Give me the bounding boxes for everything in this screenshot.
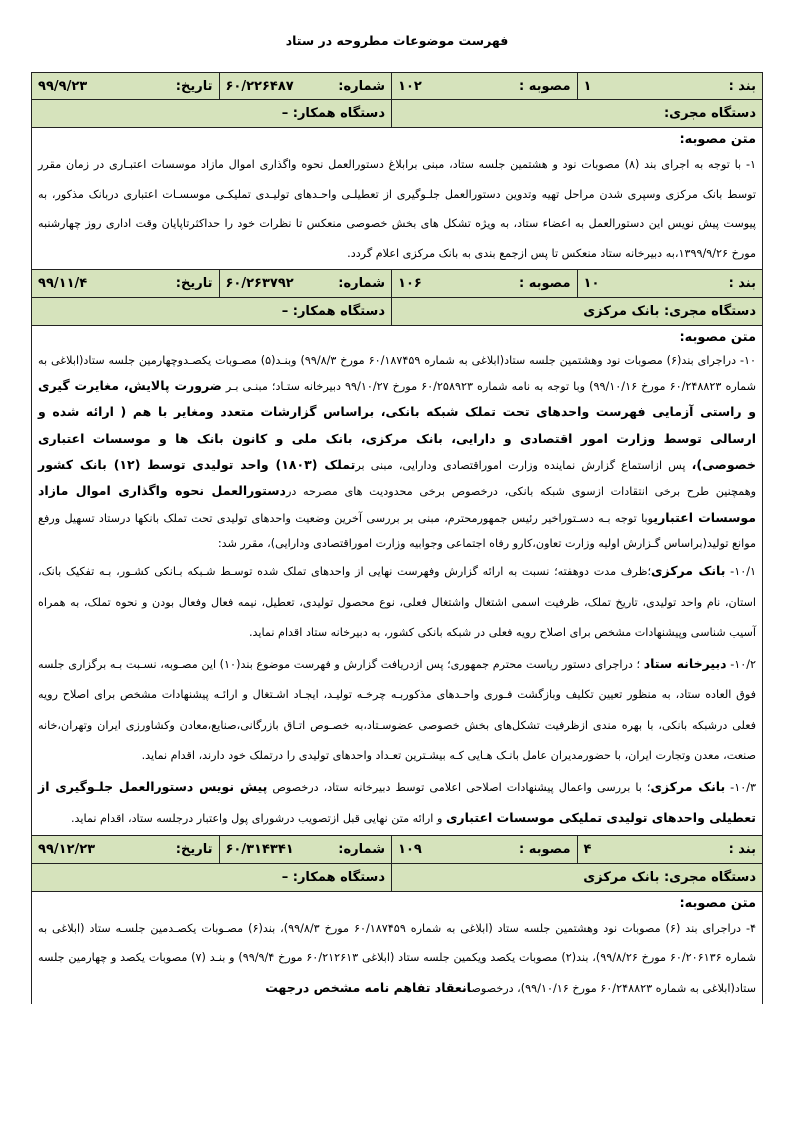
band-value: ۴ <box>583 841 592 857</box>
resolution-text <box>38 348 756 835</box>
text-run: پس ازاستماع گزارش نماینده وزارت اموراقتصادی ودارایی، مبنی بر <box>355 459 692 472</box>
text-run: ؛ با بررسی واعمال پیشنهادات اصلاحی اعلامی توسط دبیرخانه ستاد، درخصوص <box>267 780 651 794</box>
mosavabe-label: مصوبه : <box>519 78 571 94</box>
resolution-text-heading: متن مصوبه: <box>679 895 756 911</box>
shomare-cell <box>220 270 393 297</box>
executor-cell <box>392 100 762 127</box>
bold-run: بانک مرکزی <box>650 778 726 794</box>
mosavabe-cell <box>392 836 577 863</box>
item-executor-row <box>31 100 763 128</box>
page-title: فهرست موضوعات مطروحه در ستاد <box>285 33 509 48</box>
resolution-paragraph <box>38 348 756 556</box>
bold-run: دبیرخانه ستاد <box>643 655 727 671</box>
bold-run: دستورالعمل نحوه واگذاری اموال مازاد موسسات اعتباری <box>38 483 756 525</box>
executor-cell <box>392 298 762 325</box>
resolution-text <box>38 150 756 269</box>
item-body <box>31 892 763 1004</box>
band-label: بند : <box>728 275 756 291</box>
item-header-row <box>31 72 763 100</box>
item-body <box>31 128 763 270</box>
tarikh-cell <box>32 836 219 863</box>
item-header-row <box>31 836 763 864</box>
resolution-text-heading: متن مصوبه: <box>679 329 756 345</box>
resolution-paragraph <box>38 772 756 835</box>
text-run: ۱۰/۳- <box>725 780 757 794</box>
mosavabe-cell <box>392 73 577 99</box>
resolution-text <box>38 914 756 1004</box>
resolution-paragraph <box>38 556 756 649</box>
mosavabe-value: ۱۰۲ <box>398 78 422 94</box>
bold-run: پیش نویس دستورالعمل جلـوگیری از تعطیلی واحدهای تولیدی تملیکی موسسات اعتباری <box>38 778 756 826</box>
resolution-text-heading: متن مصوبه: <box>679 132 756 147</box>
executor-label: دستگاه مجری: <box>663 869 756 885</box>
shomare-value: ۶۰/۲۶۳۷۹۲ <box>225 275 294 291</box>
executor-label: دستگاه مجری: <box>663 106 756 121</box>
mosavabe-label: مصوبه : <box>519 841 571 857</box>
text-run: ؛ دراجرای دستور ریاست محترم جمهوری؛ پس ازدریافت گزارش و فهرست موضوع بند(۱۰) این مصـوبه، نسـبت بـه برگزاری جلسه فوق العاده ستاد، به منظور تعیین تکلیف وبازگشت فـوری واحـدهای مذکوربـه چرخـه تولیـد، ایجـاد اشـتغال و ارائـه پیشنهادات مشخص برای اصلاح رویه فعلی درشبکه بانکی، با بهره مندی ازظرفیت تشکل‌های بخش خصوصی عضوسـتاد،به خصـوص اتـاق بازرگانی،صنایع،معادن وکشاورزی ایران وتهران،خانه صنعت، معدن وتجارت ایران، با حضورمدیران عامل بانـک هـایی کـه بیشـترین تعـداد واحدهای تولیدی را درتملک خود دارند، اقدام نماید. <box>38 657 756 763</box>
item-executor-row <box>31 298 763 326</box>
executor-value: بانک مرکزی <box>583 869 660 885</box>
band-value: ۱۰ <box>583 275 600 291</box>
executor-value: بانک مرکزی <box>583 303 660 319</box>
mosavabe-value: ۱۰۶ <box>398 275 422 291</box>
band-cell <box>578 73 762 99</box>
shomare-label: شماره: <box>338 78 386 94</box>
partner-label: دستگاه همکار: – <box>281 869 386 885</box>
mosavabe-label: مصوبه : <box>519 275 571 291</box>
shomare-value: ۶۰/۲۲۶۴۸۷ <box>225 78 294 94</box>
resolutions-table <box>31 72 763 1004</box>
resolution-paragraph <box>38 649 756 772</box>
text-run: ۱۰/۲- <box>726 657 757 671</box>
mosavabe-value: ۱۰۹ <box>398 841 422 857</box>
shomare-value: ۶۰/۳۱۴۳۴۱ <box>225 841 294 857</box>
band-label: بند : <box>728 78 756 94</box>
partner-cell <box>32 864 392 891</box>
band-cell <box>578 836 762 863</box>
bold-run: ضرورت پالایش، مغایرت گیری و راستی آزمایی فهرست واحدهای تحت تملک شبکه بانکی، براساس گزارشات متعدد ومغایر با هم ( ارائه شده و ارسالی توسط وزارت امور اقتصادی و دارایی، بانک مرکزی، بانک ملی و کانون بانک ها و موسسات اعتباری خصوصی)، <box>38 378 757 472</box>
text-run: ۴- دراجرای بند (۶) مصوبات نود وهشتمین جلسه ستاد (ابلاغی به شماره ۶۰/۱۸۷۴۵۹ مورخ ۹۹/۸/۳)، بند(۶) مصـوبات یکصـدمین جلسـه ستاد (ابلاغی به شماره ۶۰/۲۰۶۱۳۶ مورخ ۹۹/۸/۲۶)، بند(۲) مصوبات یکصد ویکمین جلسه ستاد (ابلاغی ۶۰/۲۱۲۶۱۳ مورخ ۹۹/۹/۴) و بنـد (۷) مصوبات یکصد و چهارمین جلسه ستاد(ابلاغی به شماره ۶۰/۲۴۸۸۲۳ مورخ ۹۹/۱۰/۱۶)، درخصوص <box>38 921 756 996</box>
item-header-row <box>31 270 763 298</box>
band-cell <box>578 270 762 297</box>
tarikh-label: تاریخ: <box>175 275 213 291</box>
partner-label: دستگاه همکار: – <box>281 303 386 319</box>
item-executor-row <box>31 864 763 892</box>
band-value: ۱ <box>583 78 592 94</box>
shomare-cell <box>220 73 393 99</box>
tarikh-label: تاریخ: <box>175 78 213 94</box>
text-run: وبا توجه بـه دسـتوراخیر رئیس جمهورمحترم، مبنی بر بررسی آخرین وضعیت واحدهای تولیدی تحت تملک بانکها درستاد تسهیل ورفع موانع تولید(براساس گـزارش اولیه وزارت تعاون،کارو رفاه اجتماعی وجوابیه وزارت اموراقتصادی ودارایی)، مقرر شد: <box>38 511 756 550</box>
executor-cell <box>392 864 762 891</box>
partner-cell <box>32 100 392 127</box>
executor-label: دستگاه مجری: <box>663 303 756 319</box>
tarikh-value: ۹۹/۹/۲۳ <box>38 78 88 94</box>
tarikh-cell <box>32 73 219 99</box>
resolution-paragraph <box>38 914 756 1004</box>
tarikh-value: ۹۹/۱۲/۲۳ <box>38 841 96 857</box>
item-body <box>31 326 763 836</box>
shomare-label: شماره: <box>338 841 386 857</box>
tarikh-cell <box>32 270 219 297</box>
text-run: ۱- با توجه به اجرای بند (۸) مصوبات نود و هشتمین جلسه ستاد، مبنی برابلاغ دستورالعمل نحوه واگذاری اموال مازاد موسسات اعتبـاری در زمان مقرر توسط بانک مرکزی وسپری شدن مراحل تهیه وتدوین دستورالعمل جلـوگیری از تعطیلـی واحـدهای تولیـدی تملیکـی موسسـات اعتباری دربانک مذکور، به پیوست پیش نویس این دستورالعمل به اعضاء ستاد، به ویژه تشکل های بخش خصوصی منعکس تا نظرات خود را حداکثرتاپایان وقت اداری روز چهارشنبه مورخ ۱۳۹۹/۹/۲۶،به دبیرخانه ستاد منعکس تا پس ازجمع بندی به بانک مرکزی اعلام گردد. <box>38 158 757 261</box>
text-run: ۱۰- دراجرای بند(۶) مصوبات نود وهشتمین جلسه ستاد(ابلاغی به شماره ۶۰/۱۸۷۴۵۹ مورخ ۹۹/۸/۳) وبنـد(۵) مصـوبات یکصـدوچهارمین جلسه ستاد(ابلاغی به شماره ۶۰/۲۴۸۸۲۳ مورخ ۹۹/۱۰/۱۶) وبا توجه به نامه شماره ۶۰/۲۵۸۹۲۳ مورخ ۹۹/۱۰/۲۷ دبیرخانه ستـاد؛ مبنـی بـر <box>38 353 757 394</box>
tarikh-label: تاریخ: <box>175 841 213 857</box>
text-run: وهمچنین طرح برخی انتقادات ازسوی شبکه بانکی، درخصوص برخی محدودیت های مصرحه در <box>285 485 757 499</box>
bold-run: بانک مرکزی <box>651 563 726 579</box>
shomare-label: شماره: <box>338 275 386 291</box>
text-run: و ارائه متن نهایی قبل ازتصویب درشورای پول واعتبار درجلسه ستاد، اقدام نماید. <box>70 812 446 826</box>
resolution-paragraph <box>38 150 756 269</box>
text-run: ۱۰/۱- <box>725 565 757 579</box>
partner-label: دستگاه همکار: – <box>281 106 386 121</box>
band-label: بند : <box>728 841 756 857</box>
text-run: ؛ظرف مدت دوهفته؛ نسبت به ارائه گزارش وفهرست نهایی از واحدهای تملک شده توسـط شـبکه بـانکی کشـور، بـه تفکیک بانک، استان، نام واحد تولیدی، تاریخ تملک، ظرفیت اسمی اشتغال واشتغال فعلی، نوع محصول تولیدی، تعطیل، نیمه فعال وفعال بودن و نحوه تملک، به همراه آسیب شناسی وپیشنهادات مشخص برای اصلاح رویه فعلی در شبکه بانکی کشور، به دبیرخانه ستاد اقدام نماید. <box>38 565 756 640</box>
mosavabe-cell <box>392 270 577 297</box>
partner-cell <box>32 298 392 325</box>
shomare-cell <box>220 836 393 863</box>
bold-run: تملک (۱۸۰۳) واحد تولیدی توسط (۱۲) بانک کشور <box>38 457 356 472</box>
tarikh-value: ۹۹/۱۱/۴ <box>38 275 88 291</box>
bold-run: انعقاد تفاهم نامه مشخص درجهت <box>265 980 472 996</box>
